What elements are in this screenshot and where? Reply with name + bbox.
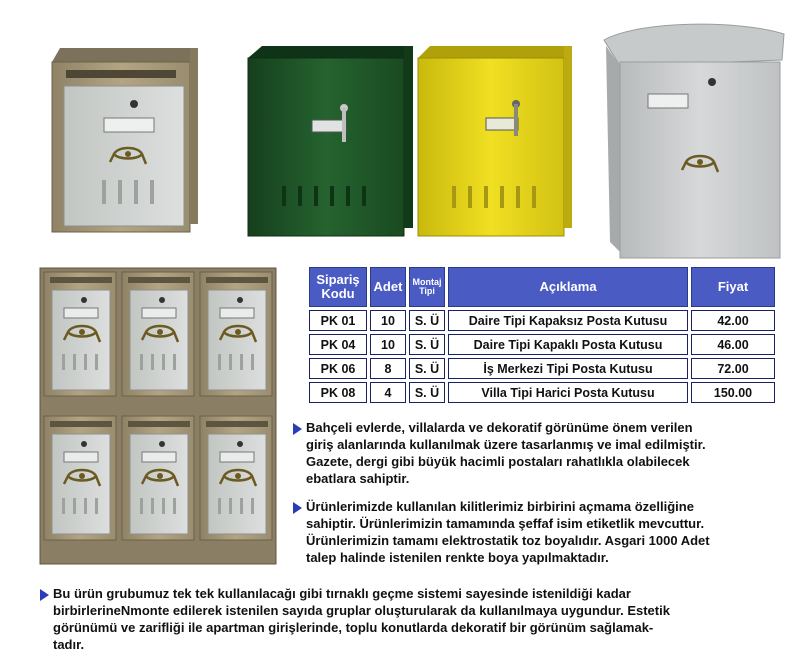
cell-code: PK 06 [309, 358, 367, 379]
price-table [306, 264, 778, 406]
text-line: Gazete, dergi gibi büyük hacimli postaları rahatlıkla olabilecek [306, 454, 690, 469]
header-code-line1: Sipariş [316, 272, 360, 288]
paragraph-group-usage [53, 585, 793, 653]
cell-mount: S. Ü [409, 382, 445, 403]
table-row [309, 310, 775, 331]
cell-desc: Daire Tipi Kapaklı Posta Kutusu [448, 334, 688, 355]
mailbox-pk01-image [52, 48, 198, 232]
table-row [309, 358, 775, 379]
text-line: Ürünlerimizde kullanılan kilitlerimiz birbirini açmama özelliğine [306, 499, 694, 514]
mailbox-pk06-group-image [40, 268, 276, 564]
bullet-arrow-icon [293, 502, 302, 514]
col-header-mount [409, 267, 445, 307]
paragraph-locks [306, 498, 796, 566]
col-header-price: Fiyat [691, 267, 775, 307]
cell-code: PK 01 [309, 310, 367, 331]
cell-desc: Daire Tipi Kapaksız Posta Kutusu [448, 310, 688, 331]
cell-desc: Villa Tipi Harici Posta Kutusu [448, 382, 688, 403]
cell-qty: 8 [370, 358, 406, 379]
cell-desc: İş Merkezi Tipi Posta Kutusu [448, 358, 688, 379]
table-row [309, 382, 775, 403]
cell-price: 150.00 [691, 382, 775, 403]
text-line: Bu ürün grubumuz tek tek kullanılacağı gibi tırnaklı geçme sistemi sayesinde istenildiği kadar [53, 586, 631, 601]
header-code-line2: Kodu [321, 286, 355, 301]
text-line: Ürünlerimizin tamamı elektrostatik toz boyalıdır. Asgari 1000 Adet [306, 533, 710, 548]
cell-price: 46.00 [691, 334, 775, 355]
text-line: birbirlerineNmonte edilerek istenilen sayıda gruplar oluşturularak da kullanılmaya uygundur. Estetik [53, 603, 670, 618]
cell-mount: S. Ü [409, 334, 445, 355]
text-line: talep halinde istenilen renkte boya yapılmaktadır. [306, 550, 609, 565]
text-line: sahiptir. Ürünlerimizin tamamında şeffaf isim etiketlik mevcuttur. [306, 516, 705, 531]
text-line: görünümü ve zarifliği ile apartman girişlerinde, toplu konutlarda dekoratif bir görünüm sağlamak- [53, 620, 654, 635]
bullet-arrow-icon [293, 423, 302, 435]
col-header-order-code [309, 267, 367, 307]
cell-code: PK 04 [309, 334, 367, 355]
cell-mount: S. Ü [409, 358, 445, 379]
cell-price: 42.00 [691, 310, 775, 331]
cell-qty: 4 [370, 382, 406, 403]
mailbox-pk04-yellow-image [418, 46, 572, 236]
table-row [309, 334, 775, 355]
col-header-qty: Adet [370, 267, 406, 307]
paragraph-features [306, 419, 796, 487]
col-header-desc: Açıklama [448, 267, 688, 307]
table-header-row [309, 267, 775, 307]
cell-qty: 10 [370, 310, 406, 331]
mailbox-pk04-green-image [248, 46, 413, 236]
cell-qty: 10 [370, 334, 406, 355]
cell-code: PK 08 [309, 382, 367, 403]
text-line: tadır. [53, 637, 85, 652]
mailbox-pk08-villa-image [604, 24, 784, 258]
cell-price: 72.00 [691, 358, 775, 379]
cell-mount: S. Ü [409, 310, 445, 331]
text-line: ebatlara sahiptir. [306, 471, 410, 486]
header-mount-line1: Montaj [412, 276, 442, 287]
text-line: giriş alanlarında kullanılmak üzere tasarlanmış ve imal edilmiştir. [306, 437, 706, 452]
bullet-arrow-icon [40, 589, 49, 601]
header-mount-line2: Tipi [419, 286, 435, 296]
text-line: Bahçeli evlerde, villalarda ve dekoratif görünüme önem verilen [306, 420, 693, 435]
